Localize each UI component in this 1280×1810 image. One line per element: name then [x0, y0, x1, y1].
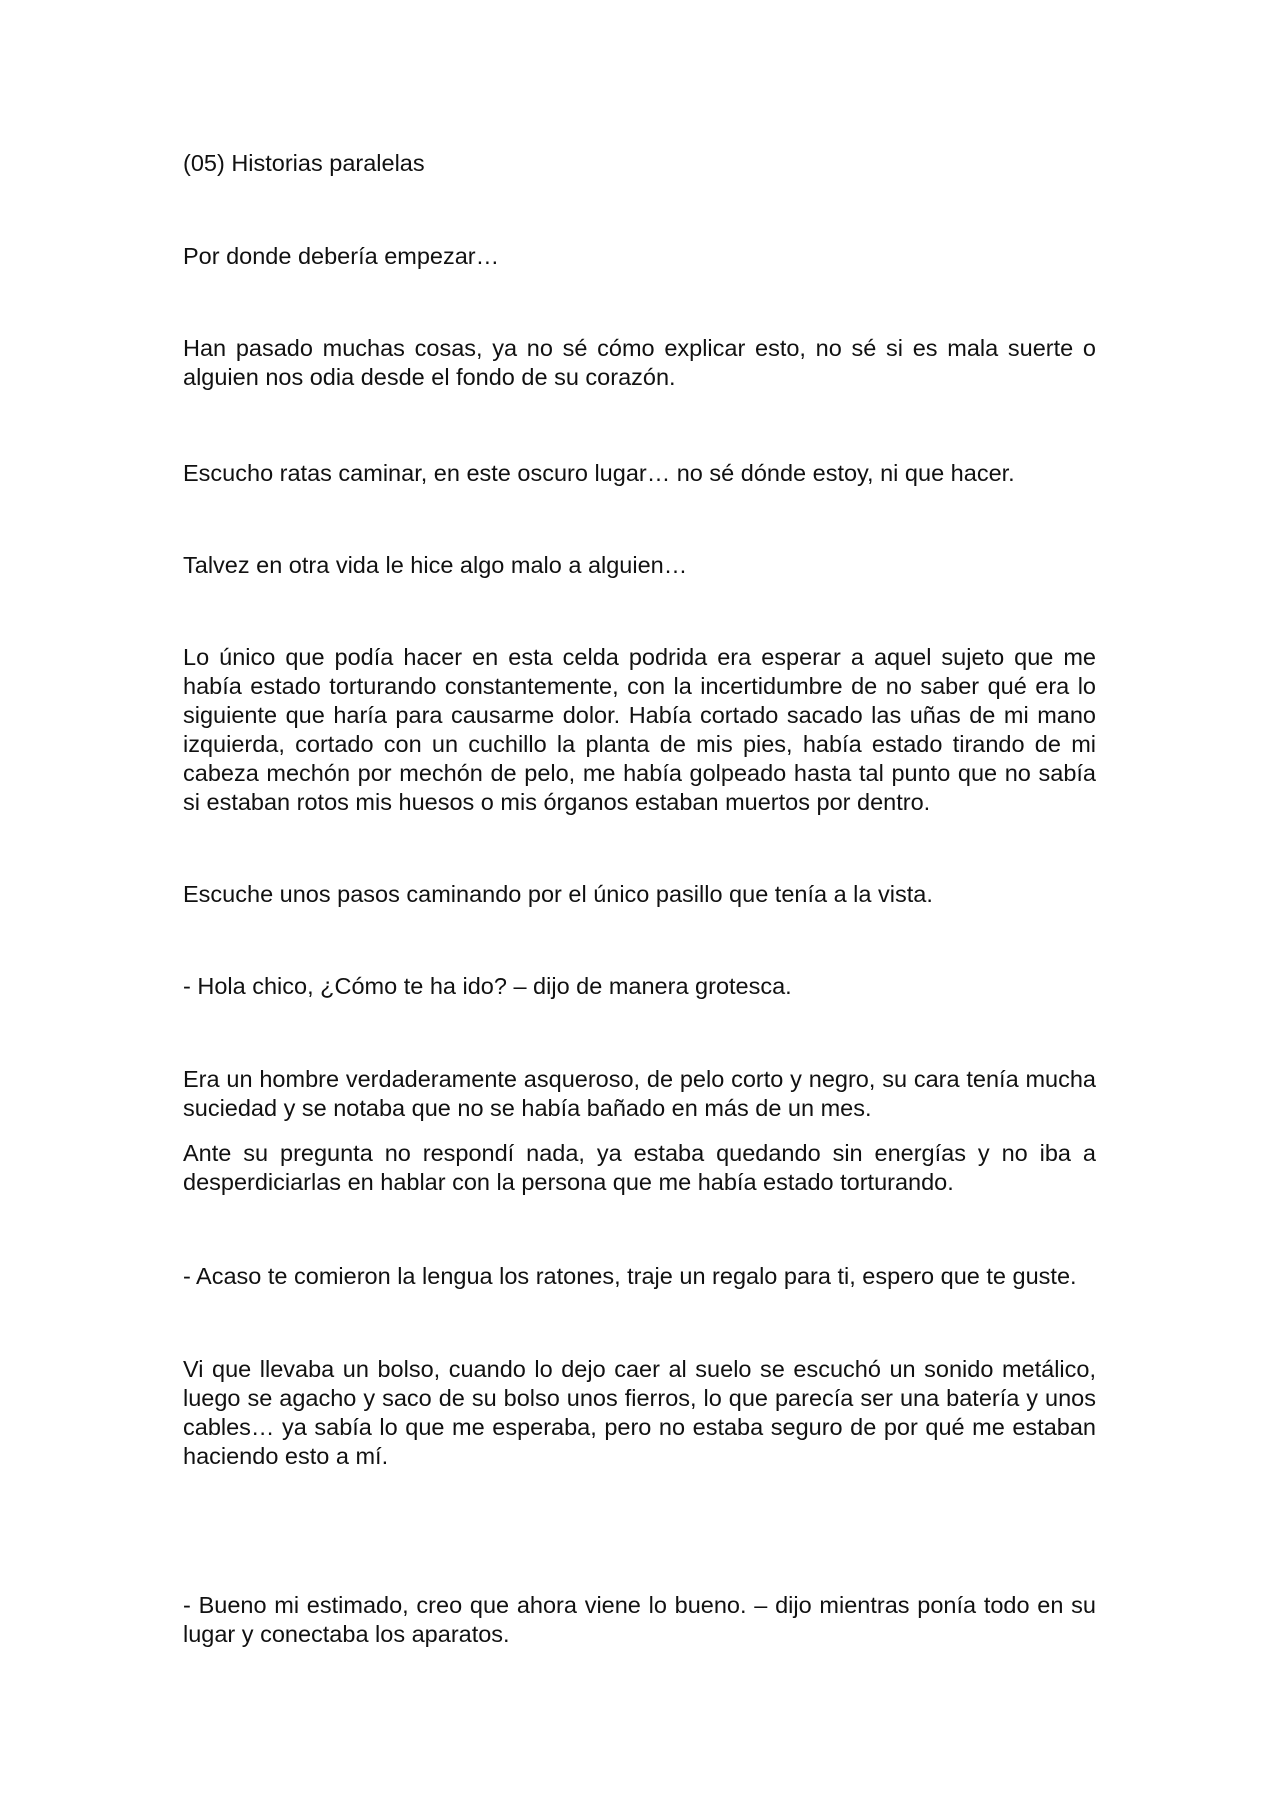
document-title: (05) Historias paralelas [183, 150, 425, 176]
paragraph: Escuche unos pasos caminando por el único pasillo que tenía a la vista. [183, 881, 933, 907]
dialogue-line: - Acaso te comieron la lengua los ratones, traje un regalo para ti, espero que te guste. [183, 1263, 1077, 1289]
paragraph: Talvez en otra vida le hice algo malo a alguien… [183, 552, 688, 578]
paragraph: Ante su pregunta no respondí nada, ya estaba quedando sin energías y no iba a desperdiciarlas en hablar con la persona que me había estado torturando. [183, 1140, 1096, 1195]
paragraph: Lo único que podía hacer en esta celda podrida era esperar a aquel sujeto que me había estado torturando constantemente, con la incertidumbre de no saber qué era lo siguiente que haría para causarme dolor. Había cortado sacado las uñas de mi mano izquierda, cortado con un cuchillo la planta de mis pies, había estado tirando de mi cabeza mechón por mechón de pelo, me había golpeado hasta tal punto que no sabía si estaban rotos mis huesos o mis órganos estaban muertos por dentro. [183, 644, 1096, 815]
dialogue-line: - Hola chico, ¿Cómo te ha ido? – dijo de manera grotesca. [183, 973, 792, 999]
paragraph: Vi que llevaba un bolso, cuando lo dejo caer al suelo se escuchó un sonido metálico, luego se agacho y saco de su bolso unos fierros, lo que parecía ser una batería y unos cables… ya sabía lo que me esperaba, pero no estaba seguro de por qué me estaban haciendo esto a mí. [183, 1356, 1096, 1469]
paragraph: Han pasado muchas cosas, ya no sé cómo explicar esto, no sé si es mala suerte o alguien nos odia desde el fondo de su corazón. [183, 335, 1096, 390]
paragraph: Era un hombre verdaderamente asqueroso, de pelo corto y negro, su cara tenía mucha suciedad y se notaba que no se había bañado en más de un mes. [183, 1066, 1096, 1121]
dialogue-line: - Bueno mi estimado, creo que ahora viene lo bueno. – dijo mientras ponía todo en su lugar y conectaba los aparatos. [183, 1592, 1096, 1647]
paragraph: Por donde debería empezar… [183, 243, 500, 269]
paragraph: Escucho ratas caminar, en este oscuro lugar… no sé dónde estoy, ni que hacer. [183, 460, 1015, 486]
